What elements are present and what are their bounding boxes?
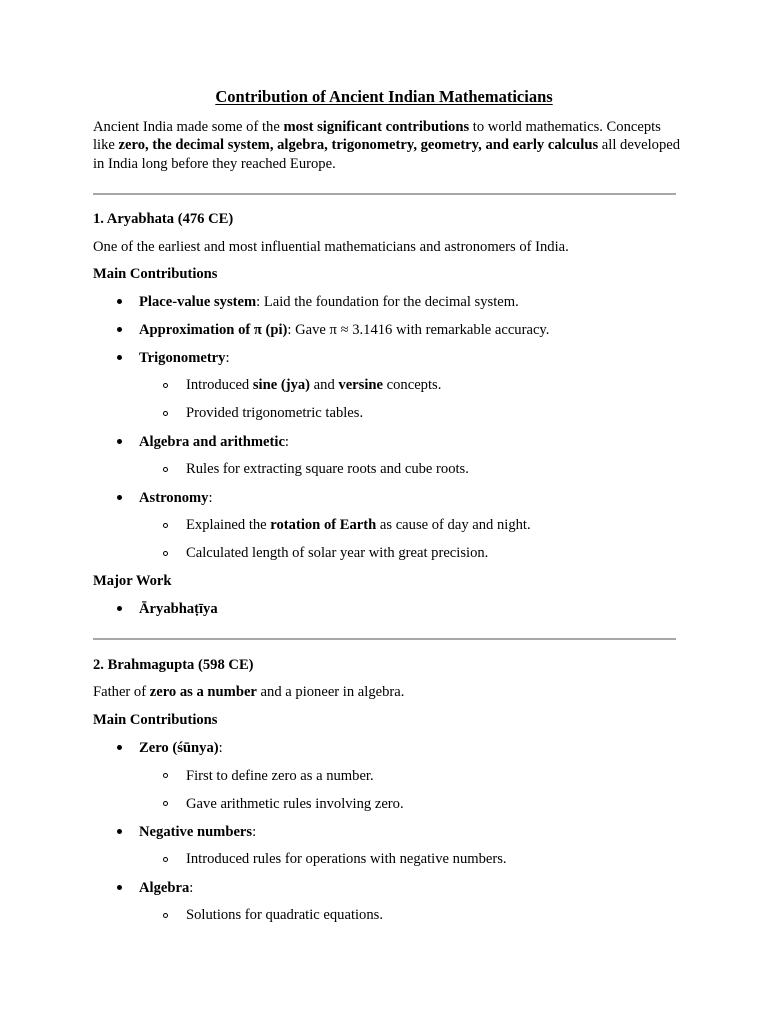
intro-text-2: to world mathematics. Concepts like <box>93 119 661 154</box>
item-text: : <box>208 490 213 506</box>
intro-text-1: Ancient India made some of the <box>93 119 284 135</box>
item-label: Zero (śūnya) <box>139 740 219 756</box>
desc-text: and a pioneer in algebra. <box>256 684 405 700</box>
bullet-icon <box>117 829 122 834</box>
aryabhata-major-work-heading: Major Work <box>93 573 172 589</box>
bullet-icon <box>117 495 122 500</box>
item-label: Approximation of π (pi) <box>139 322 288 338</box>
sub-item-bold: versine <box>338 377 383 393</box>
item-text: : <box>218 740 223 756</box>
sub-item-text: Introduced <box>186 377 253 393</box>
sub-item-trig-tables: Provided trigonometric tables. <box>186 405 364 421</box>
list-item-trigonometry <box>139 349 230 367</box>
sub-item-negative-rules: Introduced rules for operations with negative numbers. <box>186 851 507 867</box>
sub-item-text: concepts. <box>383 377 442 393</box>
bullet-icon <box>117 606 122 611</box>
sub-item-roots: Rules for extracting square roots and cube roots. <box>186 461 469 477</box>
sub-bullet-icon <box>163 773 168 778</box>
intro-paragraph <box>93 118 683 173</box>
section-heading-aryabhata: 1. Aryabhata (476 CE) <box>93 211 234 227</box>
bullet-icon <box>117 355 122 360</box>
list-item-place-value <box>139 293 519 311</box>
item-label: Algebra <box>139 880 190 896</box>
list-item-aryabhatiya: Āryabhaṭīya <box>139 601 218 617</box>
sub-bullet-icon <box>163 913 168 918</box>
bullet-icon <box>117 439 122 444</box>
bullet-icon <box>117 885 122 890</box>
sub-bullet-icon <box>163 467 168 472</box>
sub-item-bold: rotation of Earth <box>270 517 377 533</box>
item-label: Astronomy <box>139 490 209 506</box>
list-item-negative-numbers <box>139 823 256 841</box>
sub-item-solar-year: Calculated length of solar year with great precision. <box>186 545 489 561</box>
sub-bullet-icon <box>163 523 168 528</box>
item-label: Trigonometry <box>139 350 226 366</box>
document-title: Contribution of Ancient Indian Mathematicians <box>215 87 553 106</box>
brahmagupta-main-contributions-heading: Main Contributions <box>93 712 218 728</box>
intro-bold-1: most significant contributions <box>283 119 470 135</box>
desc-bold: zero as a number <box>149 684 257 700</box>
item-text: : Gave π ≈ 3.1416 with remarkable accuracy. <box>287 322 550 338</box>
sub-item-earth-rotation <box>186 516 531 534</box>
sub-item-sine <box>186 376 441 394</box>
desc-text: Father of <box>93 684 150 700</box>
item-text: : <box>252 824 257 840</box>
item-text: : <box>225 350 230 366</box>
sub-bullet-icon <box>163 857 168 862</box>
section-divider <box>93 193 676 195</box>
item-text: : <box>189 880 194 896</box>
item-text: : <box>284 434 289 450</box>
item-label: Algebra and arithmetic <box>139 434 285 450</box>
bullet-icon <box>117 299 122 304</box>
list-item-astronomy <box>139 489 213 507</box>
aryabhata-main-contributions-heading: Main Contributions <box>93 266 218 282</box>
sub-item-define-zero: First to define zero as a number. <box>186 768 374 784</box>
brahmagupta-description <box>93 683 404 701</box>
item-text: : Laid the foundation for the decimal system. <box>256 294 519 310</box>
section-divider <box>93 638 676 640</box>
sub-item-text: Explained the <box>186 517 271 533</box>
sub-bullet-icon <box>163 383 168 388</box>
list-item-pi <box>139 321 549 339</box>
sub-item-text: as cause of day and night. <box>376 517 531 533</box>
sub-item-zero-rules: Gave arithmetic rules involving zero. <box>186 796 404 812</box>
sub-item-quadratic: Solutions for quadratic equations. <box>186 907 383 923</box>
sub-item-bold: sine (jya) <box>252 377 311 393</box>
item-label: Negative numbers <box>139 824 253 840</box>
list-item-zero <box>139 739 223 757</box>
sub-bullet-icon <box>163 411 168 416</box>
bullet-icon <box>117 327 122 332</box>
item-label: Place-value system <box>139 294 257 310</box>
sub-bullet-icon <box>163 801 168 806</box>
section-heading-brahmagupta: 2. Brahmagupta (598 CE) <box>93 657 254 673</box>
intro-bold-2: zero, the decimal system, algebra, trigonometry, geometry, and early calculus <box>118 137 599 154</box>
intro-text-3: all developed in India long before they reached Europe. <box>93 137 681 172</box>
list-item-algebra-arithmetic <box>139 433 289 451</box>
sub-bullet-icon <box>163 551 168 556</box>
bullet-icon <box>117 745 122 750</box>
list-item-algebra <box>139 879 193 897</box>
sub-item-text: and <box>310 377 339 393</box>
aryabhata-description: One of the earliest and most influential mathematicians and astronomers of India. <box>93 239 569 255</box>
